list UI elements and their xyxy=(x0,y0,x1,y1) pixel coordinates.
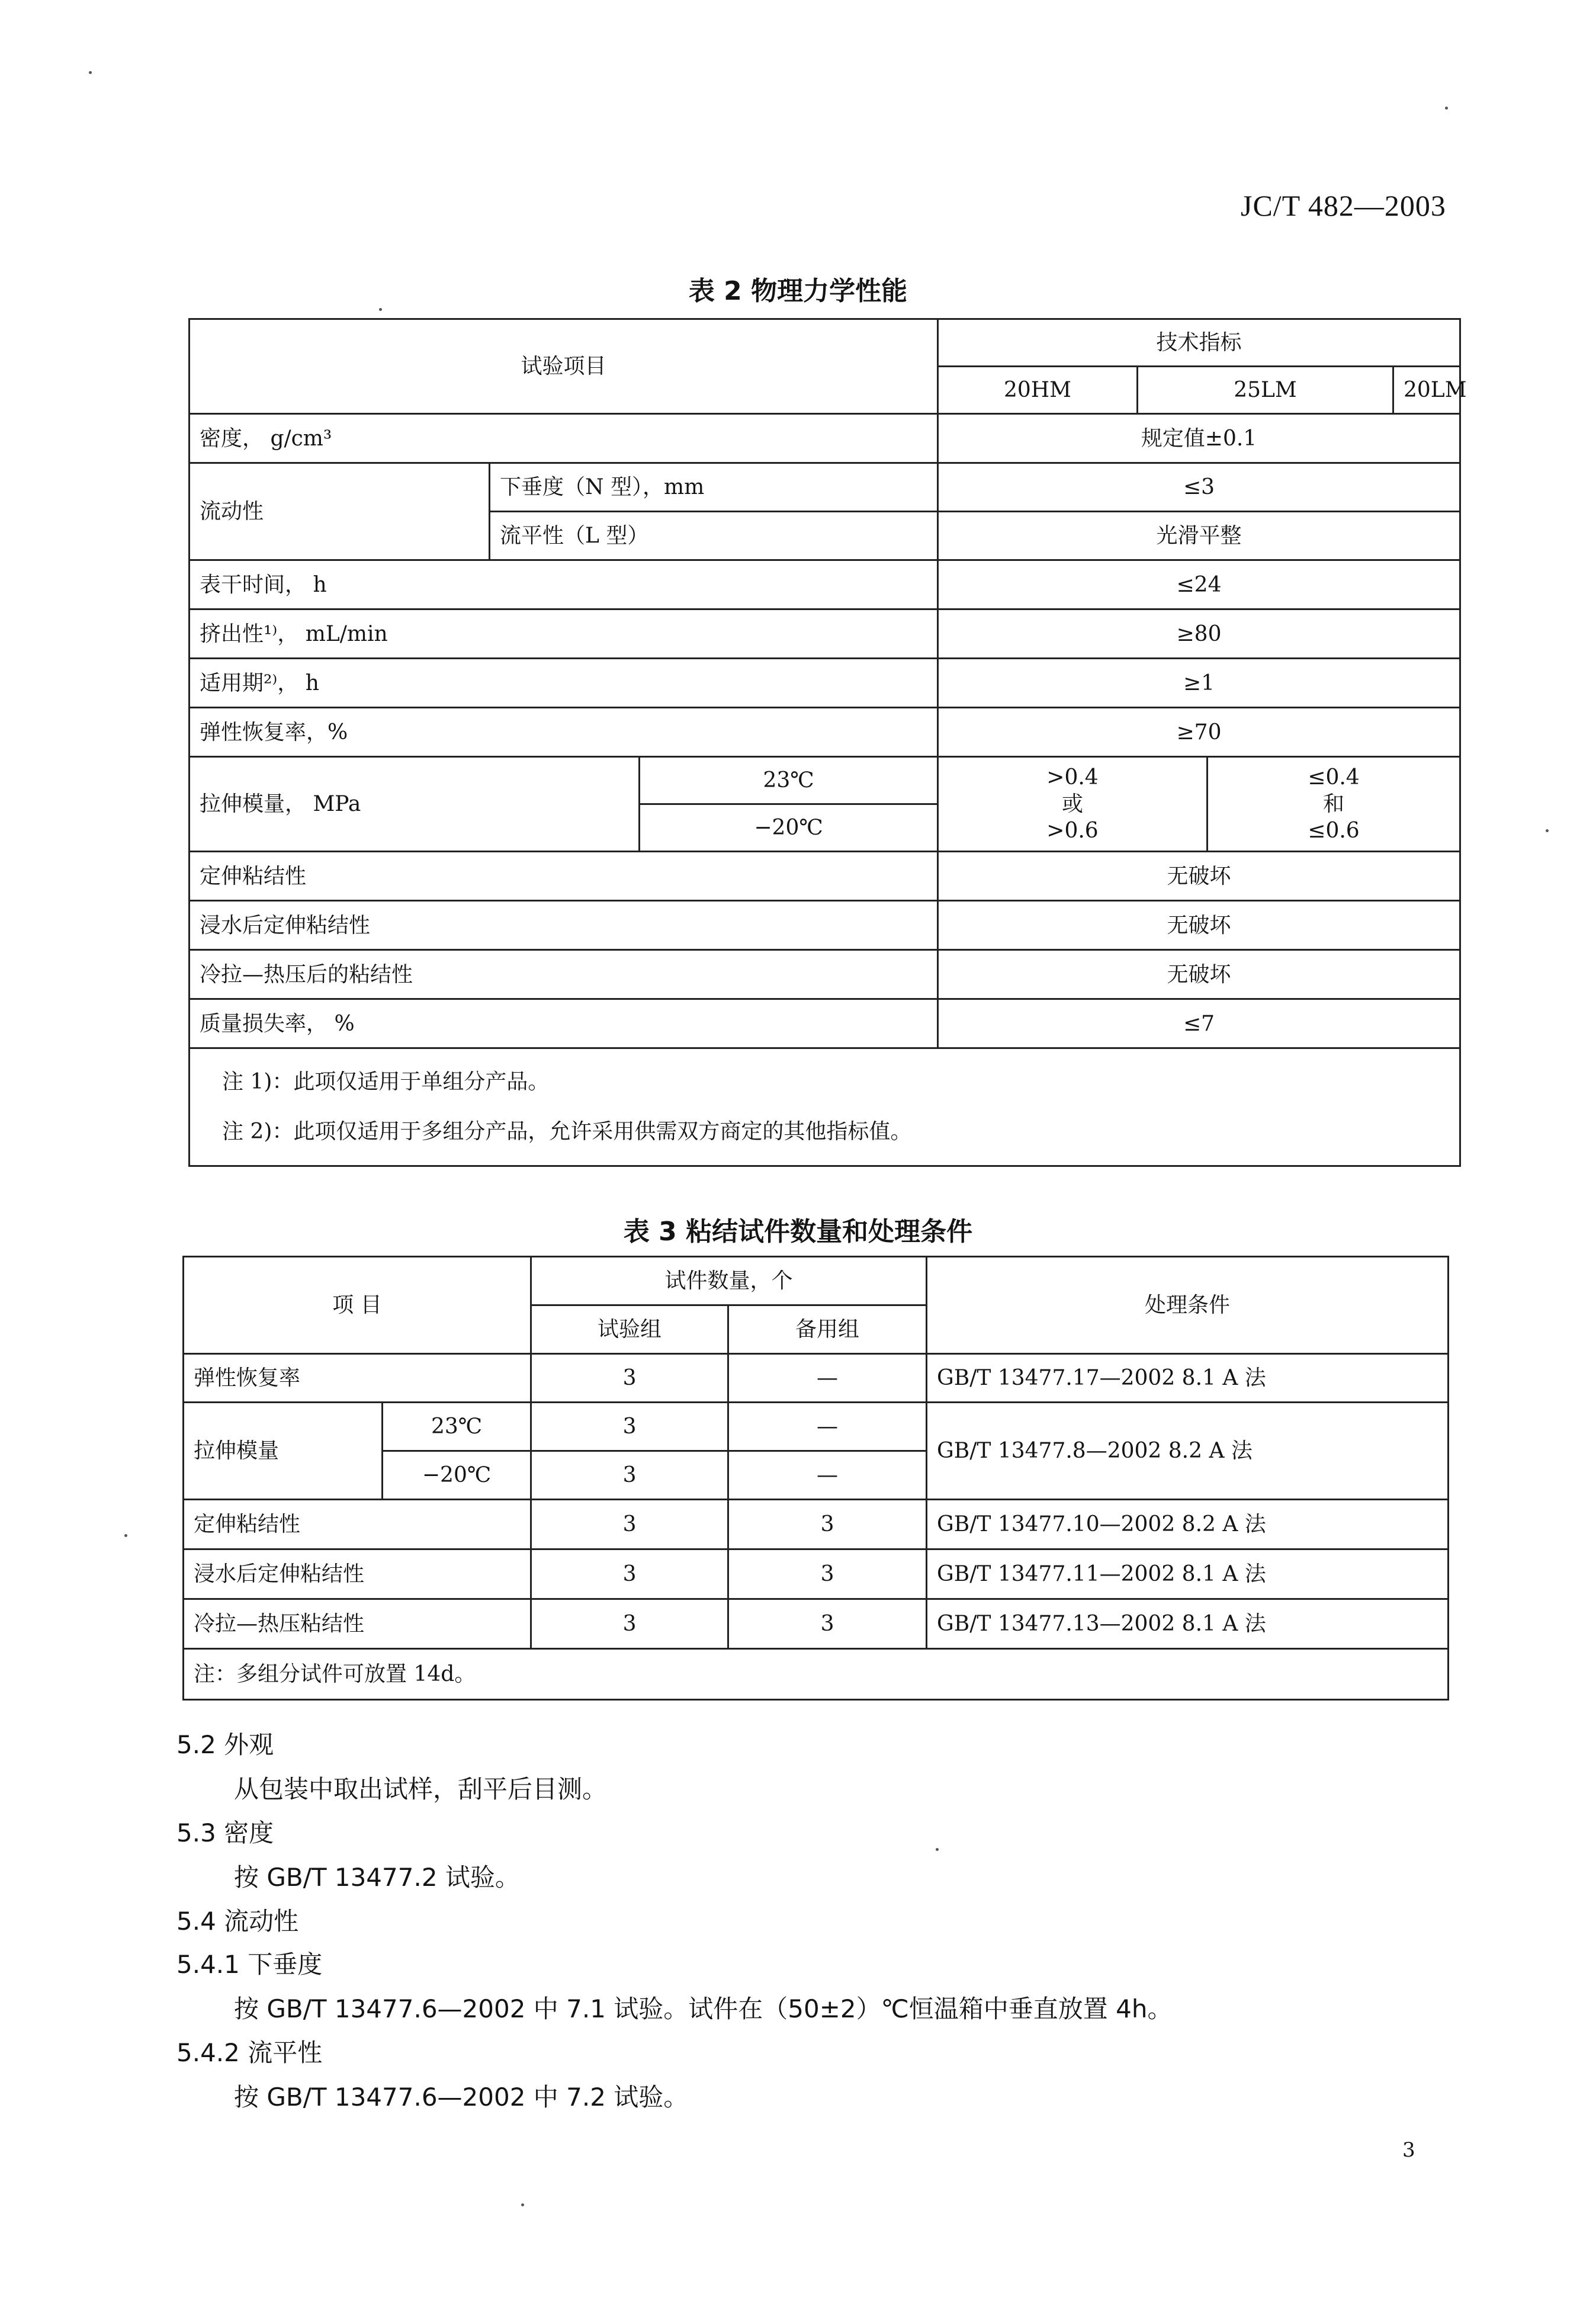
t3-tensile-cond: GB/T 13477.8—2002 8.2 A 法 xyxy=(927,1403,1449,1500)
tensile-temp-23: 23℃ xyxy=(640,757,938,804)
tensile-hm-value xyxy=(938,757,1208,852)
tensile-modulus-label: 拉伸模量， MPa xyxy=(190,757,640,852)
scan-speck xyxy=(1546,829,1549,832)
section-5-4-1-text: 按 GB/T 13477.6—2002 中 7.1 试验。试件在（50±2）℃恒温箱中垂直放置 4h。 xyxy=(234,1994,1173,2023)
t3-fixed-cond: GB/T 13477.10—2002 8.2 A 法 xyxy=(927,1500,1449,1549)
tensile-hm-line2: 或 xyxy=(1061,792,1083,816)
elastic-recovery-value: ≥70 xyxy=(938,708,1460,757)
mass-loss-label: 质量损失率， % xyxy=(190,999,938,1048)
section-5-4-2-title: 5.4.2 流平性 xyxy=(176,2038,323,2067)
fixed-adhesion-value: 无破坏 xyxy=(938,852,1460,901)
t3-fixed-label: 定伸粘结性 xyxy=(184,1500,531,1549)
water-adhesion-label: 浸水后定伸粘结性 xyxy=(190,901,938,950)
grade-20lm: 20LM xyxy=(1393,367,1460,414)
table2-physical-mechanical-properties xyxy=(188,318,1467,1167)
elastic-recovery-label: 弹性恢复率，% xyxy=(190,708,938,757)
extrude-value: ≥80 xyxy=(938,609,1460,659)
scan-speck xyxy=(1445,107,1448,110)
sag-value: ≤3 xyxy=(938,463,1460,512)
t3-fixed-spare: 3 xyxy=(728,1500,927,1549)
tensile-temp-minus20: −20℃ xyxy=(640,804,938,852)
table3-adhesion-specimens xyxy=(182,1256,1449,1701)
density-label: 密度， g/cm³ xyxy=(190,414,938,463)
table3-caption: 表 3 粘结试件数量和处理条件 xyxy=(623,1217,973,1247)
t3-fixed-test: 3 xyxy=(531,1500,728,1549)
level-value: 光滑平整 xyxy=(938,512,1460,560)
tensile-lm-value xyxy=(1208,757,1460,852)
table3-item-header: 项 目 xyxy=(184,1257,531,1354)
t3-elastic-spare: — xyxy=(728,1354,927,1403)
section-5-3-title: 5.3 密度 xyxy=(176,1818,274,1847)
table2-item-header: 试验项目 xyxy=(190,319,938,414)
t3-cold-hot-cond: GB/T 13477.13—2002 8.1 A 法 xyxy=(927,1599,1449,1649)
t3-cold-hot-label: 冷拉—热压粘结性 xyxy=(184,1599,531,1649)
tensile-lm-line2: 和 xyxy=(1323,792,1345,816)
t3-tensile-temp-23: 23℃ xyxy=(383,1403,531,1451)
table3-spare-group-header: 备用组 xyxy=(728,1305,927,1354)
grade-25lm: 25LM xyxy=(1138,367,1393,414)
t3-elastic-test: 3 xyxy=(531,1354,728,1403)
section-5-4-title: 5.4 流动性 xyxy=(176,1907,299,1936)
table2-notes xyxy=(190,1048,1460,1166)
mass-loss-value: ≤7 xyxy=(938,999,1460,1048)
t3-water-label: 浸水后定伸粘结性 xyxy=(184,1549,531,1599)
t3-elastic-cond: GB/T 13477.17—2002 8.1 A 法 xyxy=(927,1354,1449,1403)
t3-water-spare: 3 xyxy=(728,1549,927,1599)
t3-cold-hot-spare: 3 xyxy=(728,1599,927,1649)
scan-speck xyxy=(89,71,92,74)
page-number: 3 xyxy=(1402,2138,1415,2162)
pot-life-label: 适用期²⁾， h xyxy=(190,659,938,708)
section-5-4-2-text: 按 GB/T 13477.6—2002 中 7.2 试验。 xyxy=(234,2083,689,2112)
section-5-4-1-title: 5.4.1 下垂度 xyxy=(176,1950,323,1979)
t3-water-cond: GB/T 13477.11—2002 8.1 A 法 xyxy=(927,1549,1449,1599)
table3-test-group-header: 试验组 xyxy=(531,1305,728,1354)
table3-note: 注：多组分试件可放置 14d。 xyxy=(184,1649,1449,1700)
grade-20hm: 20HM xyxy=(938,367,1138,414)
flow-label: 流动性 xyxy=(190,463,490,560)
t3-tensile-m20-test: 3 xyxy=(531,1451,728,1500)
tensile-hm-line3: >0.6 xyxy=(1046,819,1099,843)
section-5-3-text: 按 GB/T 13477.2 试验。 xyxy=(234,1863,520,1892)
fixed-adhesion-label: 定伸粘结性 xyxy=(190,852,938,901)
t3-tensile-temp-minus20: −20℃ xyxy=(383,1451,531,1500)
section-5-2-text: 从包装中取出试样，刮平后目测。 xyxy=(234,1775,608,1804)
t3-elastic-label: 弹性恢复率 xyxy=(184,1354,531,1403)
t3-tensile-23-test: 3 xyxy=(531,1403,728,1451)
t3-tensile-label: 拉伸模量 xyxy=(184,1403,383,1500)
section-5-2-title: 5.2 外观 xyxy=(176,1730,274,1759)
cold-hot-adhesion-value: 无破坏 xyxy=(938,950,1460,999)
t3-cold-hot-test: 3 xyxy=(531,1599,728,1649)
table3-count-header: 试件数量，个 xyxy=(531,1257,927,1305)
t3-tensile-23-spare: — xyxy=(728,1403,927,1451)
scan-speck xyxy=(521,2203,524,2206)
tensile-lm-line3: ≤0.6 xyxy=(1308,819,1360,843)
sag-label: 下垂度（N 型），mm xyxy=(490,463,938,512)
scan-speck xyxy=(379,308,382,311)
t3-tensile-m20-spare: — xyxy=(728,1451,927,1500)
table2-caption: 表 2 物理力学性能 xyxy=(688,276,908,306)
surface-dry-label: 表干时间， h xyxy=(190,560,938,609)
tensile-hm-line1: >0.4 xyxy=(1046,765,1099,790)
table2-tech-header: 技术指标 xyxy=(938,319,1460,367)
t3-water-test: 3 xyxy=(531,1549,728,1599)
tensile-lm-line1: ≤0.4 xyxy=(1308,765,1360,790)
document-id: JC/T 482—2003 xyxy=(1241,189,1446,222)
extrude-label: 挤出性¹⁾， mL/min xyxy=(190,609,938,659)
pot-life-value: ≥1 xyxy=(938,659,1460,708)
table3-condition-header: 处理条件 xyxy=(927,1257,1449,1354)
level-label: 流平性（L 型） xyxy=(490,512,938,560)
surface-dry-value: ≤24 xyxy=(938,560,1460,609)
table2-note-2: 注 2)：此项仅适用于多组分产品，允许采用供需双方商定的其他指标值。 xyxy=(222,1119,912,1144)
scan-speck xyxy=(936,1848,939,1851)
table2-note-1: 注 1)：此项仅适用于单组分产品。 xyxy=(222,1070,550,1094)
density-value: 规定值±0.1 xyxy=(938,414,1460,463)
scan-speck xyxy=(124,1534,127,1537)
cold-hot-adhesion-label: 冷拉—热压后的粘结性 xyxy=(190,950,938,999)
water-adhesion-value: 无破坏 xyxy=(938,901,1460,950)
